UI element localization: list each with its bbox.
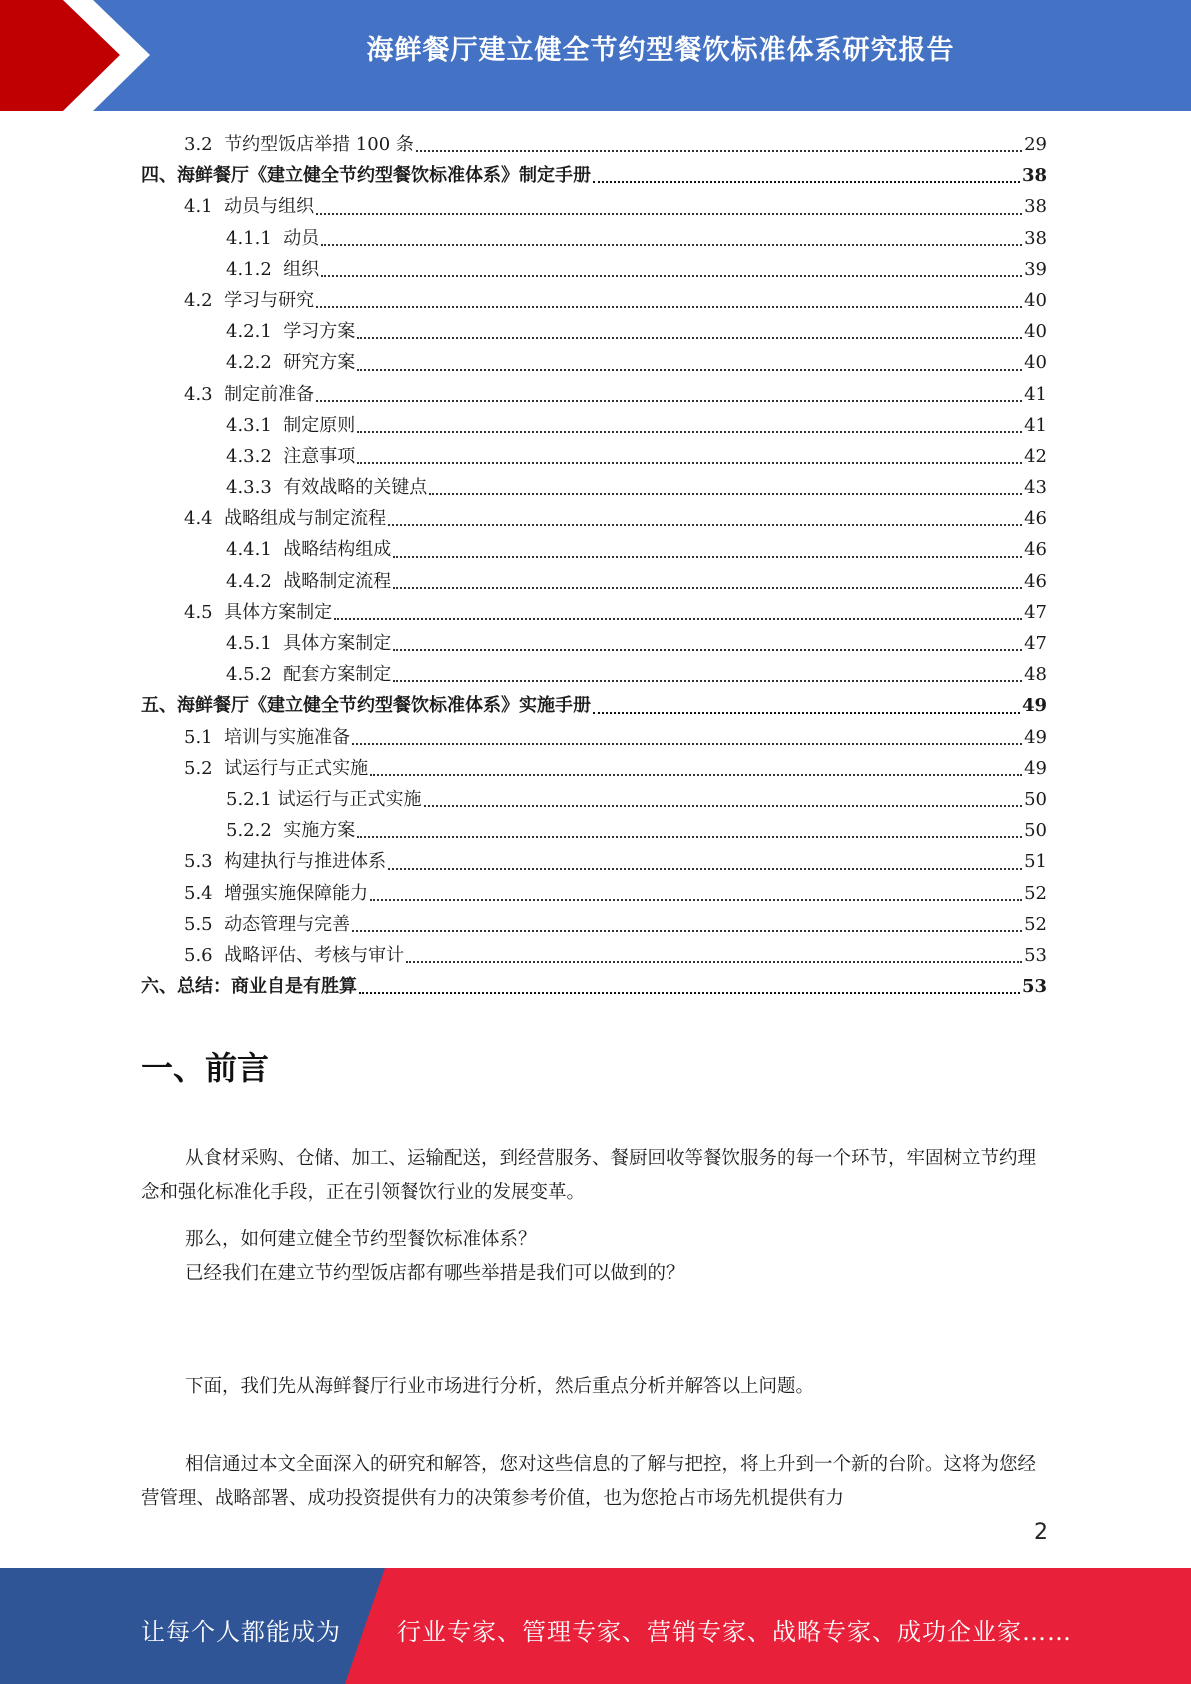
toc-dot-leader: [393, 586, 1022, 589]
toc-entry-number: 4.3.1: [226, 414, 284, 436]
question-line: 已经我们在建立节约型饭店都有哪些举措是我们可以做到的？: [185, 1263, 685, 1284]
toc-entry-title: 注意事项: [283, 445, 356, 467]
toc-entry-title: 海鲜餐厅《建立健全节约型餐饮标准体系》实施手册: [177, 695, 591, 717]
toc-entry[interactable]: [141, 846, 1047, 877]
toc-entry-page: 40: [1024, 321, 1047, 343]
toc-dot-leader: [316, 399, 1022, 402]
toc-entry-page: 42: [1024, 445, 1047, 467]
toc-entry[interactable]: [141, 909, 1047, 940]
toc-entry-number: 4.1.2: [226, 258, 284, 280]
toc-entry-title: 有效战略的关键点: [283, 477, 428, 499]
toc-entry-page: 53: [1021, 976, 1047, 998]
toc-entry-number: 4.2: [184, 289, 225, 311]
toc-entry-title: 战略评估、考核与审计: [224, 944, 405, 966]
toc-entry-number: 4.3.3: [226, 477, 284, 499]
toc-entry-title: 战略结构组成: [283, 539, 392, 561]
toc-dot-leader: [321, 274, 1022, 277]
toc-entry-number: 4.5.2: [226, 664, 284, 686]
intro-paragraph: 从食材采购、仓储、加工、运输配送，到经营服务、餐厨回收等餐饮服务的每一个环节，牢固树立节约理念和强化标准化手段，正在引领餐饮行业的发展变革。: [141, 1148, 1037, 1203]
toc-entry-page: 46: [1024, 508, 1047, 530]
toc-entry-page: 38: [1024, 227, 1047, 249]
toc-dot-leader: [393, 679, 1022, 682]
toc-entry[interactable]: [141, 534, 1047, 565]
toc-entry-title: 战略组成与制定流程: [224, 508, 387, 530]
toc-entry-number: 4.4: [184, 508, 225, 530]
toc-entry[interactable]: [141, 940, 1047, 971]
toc-entry[interactable]: [141, 566, 1047, 597]
toc-dot-leader: [321, 243, 1022, 246]
toc-entry-page: 43: [1024, 477, 1047, 499]
toc-entry[interactable]: [141, 722, 1047, 753]
toc-entry-title: 配套方案制定: [283, 664, 392, 686]
toc-entry-title: 战略制定流程: [283, 570, 392, 592]
toc-dot-leader: [316, 305, 1022, 308]
toc-entry-title: 海鲜餐厅《建立健全节约型餐饮标准体系》制定手册: [177, 165, 591, 187]
question-line: 那么，如何建立健全节约型餐饮标准体系？: [185, 1229, 537, 1250]
toc-entry-number: 4.5.1: [226, 633, 284, 654]
toc-entry-title: 培训与实施准备: [224, 726, 351, 748]
toc-entry-title: 具体方案制定: [283, 633, 392, 654]
toc-dot-leader: [416, 149, 1022, 152]
toc-entry-number: 5.5: [184, 913, 225, 935]
toc-entry-number: 5.2: [184, 757, 225, 779]
toc-entry-page: 50: [1024, 820, 1047, 842]
toc-entry-title: 学习与研究: [224, 289, 315, 311]
toc-entry-title: 制定前准备: [224, 383, 315, 405]
toc-entry-page: 47: [1024, 633, 1047, 654]
toc-entry-number: 3.2: [184, 134, 225, 155]
toc-entry-page: 40: [1024, 289, 1047, 311]
toc-entry-page: 47: [1024, 601, 1047, 623]
toc-dot-leader: [593, 711, 1020, 714]
closing-paragraph: 相信通过本文全面深入的研究和解答，您对这些信息的了解与把控，将上升到一个新的台阶。这将为您经营管理、战略部署、成功投资提供有力的决策参考价值，也为您抢占市场先机提供有力: [141, 1454, 1037, 1509]
toc-dot-leader: [352, 742, 1022, 745]
toc-dot-leader: [359, 991, 1020, 994]
toc-entry-page: 46: [1024, 539, 1047, 561]
toc-entry[interactable]: [141, 597, 1047, 628]
toc-dot-leader: [316, 212, 1022, 215]
toc-entry-number: 5.3: [184, 851, 225, 873]
toc-entry-page: 29: [1024, 134, 1047, 155]
table-of-contents: [141, 129, 1047, 1002]
toc-entry-number: 5.4: [184, 882, 225, 904]
toc-entry[interactable]: [141, 410, 1047, 441]
footer-slogan-left: 让每个人都能成为: [141, 1618, 341, 1646]
page-header: [0, 0, 1191, 111]
toc-entry-title: 具体方案制定: [224, 601, 333, 623]
toc-dot-leader: [357, 461, 1022, 464]
question-block: [141, 1223, 1091, 1291]
footer-slogan-right: 行业专家、管理专家、营销专家、战略专家、成功企业家……: [397, 1618, 1072, 1646]
toc-entry-page: 40: [1024, 352, 1047, 374]
toc-dot-leader: [334, 617, 1022, 620]
toc-entry-title: 构建执行与推进体系: [224, 851, 387, 873]
toc-entry[interactable]: [141, 503, 1047, 534]
page-footer: [0, 1568, 1191, 1684]
toc-entry-title: 学习方案: [283, 321, 356, 343]
toc-entry[interactable]: [141, 472, 1047, 503]
toc-entry-title: 研究方案: [283, 352, 356, 374]
toc-entry-page: 49: [1024, 757, 1047, 779]
toc-dot-leader: [357, 368, 1022, 371]
toc-entry-page: 52: [1024, 882, 1047, 904]
toc-entry-number: 4.5: [184, 601, 225, 623]
toc-dot-leader: [593, 180, 1020, 183]
toc-dot-leader: [370, 773, 1022, 776]
toc-entry-title: 制定原则: [283, 414, 356, 436]
toc-entry[interactable]: [141, 191, 1047, 222]
toc-entry-page: 49: [1024, 726, 1047, 748]
toc-entry[interactable]: [141, 659, 1047, 690]
toc-entry[interactable]: [141, 753, 1047, 784]
toc-entry-number: 五、: [141, 695, 177, 717]
toc-entry-page: 46: [1024, 570, 1047, 592]
toc-entry-number: 5.2.2: [226, 820, 284, 842]
toc-entry-number: 4.4.1: [226, 539, 284, 561]
toc-entry[interactable]: [141, 129, 1047, 160]
toc-entry[interactable]: [141, 347, 1047, 378]
toc-dot-leader: [388, 867, 1022, 870]
toc-entry[interactable]: [141, 285, 1047, 316]
toc-entry-title: 实施方案: [283, 820, 356, 842]
toc-dot-leader: [388, 523, 1022, 526]
toc-entry-title: 总结：商业自是有胜算: [177, 976, 357, 998]
toc-entry-page: 52: [1024, 913, 1047, 935]
toc-dot-leader: [352, 929, 1022, 932]
toc-entry-number: 六、: [141, 976, 177, 998]
toc-entry-title: 试运行与正式实施: [277, 788, 422, 810]
toc-entry-page: 51: [1024, 851, 1047, 873]
toc-entry[interactable]: [141, 316, 1047, 347]
toc-entry-number: 四、: [141, 165, 177, 187]
toc-entry-page: 50: [1024, 788, 1047, 810]
toc-entry[interactable]: [141, 254, 1047, 285]
toc-entry[interactable]: [141, 160, 1047, 191]
toc-dot-leader: [357, 336, 1022, 339]
toc-entry-number: 5.1: [184, 726, 225, 748]
document-title: 海鲜餐厅建立健全节约型餐饮标准体系研究报告: [366, 35, 955, 66]
toc-entry-title: 动态管理与完善: [224, 913, 351, 935]
toc-entry-number: 4.1: [184, 196, 225, 218]
toc-entry[interactable]: [141, 878, 1047, 909]
toc-dot-leader: [357, 835, 1022, 838]
toc-entry[interactable]: [141, 628, 1047, 659]
toc-entry[interactable]: [141, 971, 1047, 1002]
toc-entry-page: 39: [1024, 258, 1047, 280]
toc-entry-page: 53: [1024, 944, 1047, 966]
toc-dot-leader: [424, 804, 1023, 807]
toc-entry-number: 4.3.2: [226, 445, 284, 467]
header-chevron-decoration: [0, 0, 160, 111]
analysis-paragraph: 下面，我们先从海鲜餐厅行业市场进行分析，然后重点分析并解答以上问题。: [185, 1376, 815, 1397]
toc-entry-title: 试运行与正式实施: [224, 757, 369, 779]
toc-dot-leader: [429, 492, 1022, 495]
toc-entry-number: 4.2.2: [226, 352, 284, 374]
toc-entry-number: 5.2.1: [226, 788, 278, 810]
toc-dot-leader: [370, 898, 1022, 901]
toc-entry[interactable]: [141, 784, 1047, 815]
toc-entry-title: 增强实施保障能力: [224, 882, 369, 904]
toc-entry-title: 动员与组织: [224, 196, 315, 218]
toc-dot-leader: [393, 555, 1022, 558]
toc-entry-page: 49: [1021, 695, 1047, 717]
toc-entry-number: 5.6: [184, 944, 225, 966]
toc-entry-number: 4.4.2: [226, 570, 284, 592]
toc-entry-number: 4.1.1: [226, 227, 284, 249]
toc-entry-number: 4.2.1: [226, 321, 284, 343]
toc-dot-leader: [357, 430, 1022, 433]
page-number: 2: [1034, 1520, 1048, 1545]
toc-entry-number: 4.3: [184, 383, 225, 405]
toc-entry-title: 动员: [283, 227, 320, 249]
toc-entry-page: 38: [1021, 165, 1047, 187]
section-heading: 一、前言: [141, 1049, 270, 1087]
toc-entry-page: 41: [1024, 414, 1047, 436]
toc-entry-page: 41: [1024, 383, 1047, 405]
toc-entry[interactable]: [141, 690, 1047, 721]
toc-dot-leader: [393, 648, 1022, 651]
toc-entry-title: 节约型饭店举措 100 条: [224, 134, 414, 155]
toc-entry-page: 38: [1024, 196, 1047, 218]
toc-dot-leader: [406, 960, 1022, 963]
toc-entry[interactable]: [141, 815, 1047, 846]
toc-entry-title: 组织: [283, 258, 320, 280]
toc-entry[interactable]: [141, 441, 1047, 472]
toc-entry-page: 48: [1024, 664, 1047, 686]
toc-entry[interactable]: [141, 223, 1047, 254]
toc-entry[interactable]: [141, 379, 1047, 410]
